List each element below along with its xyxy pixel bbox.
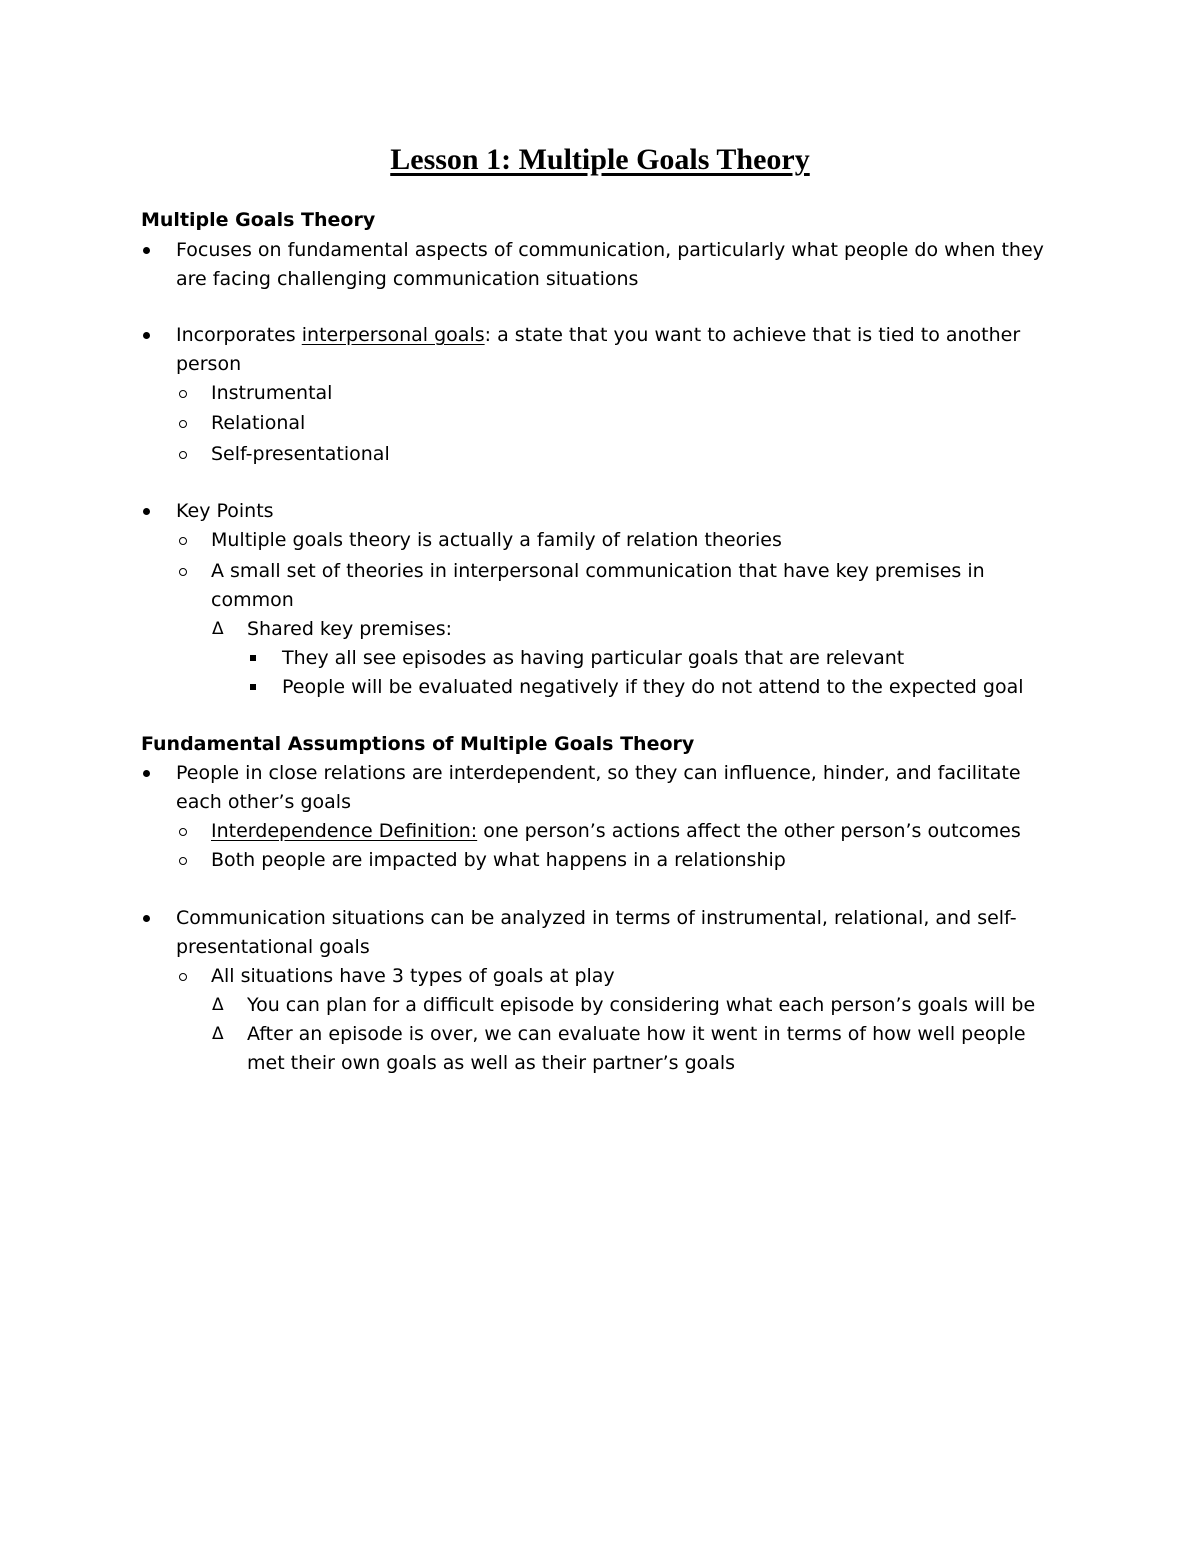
sub-item-small-set: A small set of theories in interpersonal communication that have key premises in xyxy=(211,560,985,582)
list-item-interpersonal-goals: Incorporates interpersonal goals: a state that you want to achieve that is tied to another xyxy=(176,324,1021,346)
page-title: Lesson 1: Multiple Goals Theory xyxy=(390,143,810,176)
level4-item-evaluated-negatively: People will be evaluated negatively if they do not attend to the expected goal xyxy=(282,676,1024,698)
list-item-interpersonal-goals-continued: person xyxy=(176,353,242,375)
level3-item-plan-difficult-episode: Δ You can plan for a difficult episode by considering what each person’s goals will be xyxy=(0,991,1200,1020)
interpersonal-goals-term: interpersonal goals xyxy=(301,324,485,346)
list-item-interdependent: People in close relations are interdependent, so they can influence, hinder, and facilitate xyxy=(176,762,1021,784)
interdependence-definition-term: Interdependence Definition: xyxy=(211,820,478,842)
delta-bullet-icon: Δ xyxy=(212,1024,224,1044)
sub-item-relational: Relational xyxy=(211,412,306,434)
list-item-communication-situations: Communication situations can be analyzed in terms of instrumental, relational, and self- xyxy=(176,907,1017,929)
list-item-communication-situations-continued: presentational goals xyxy=(176,936,370,958)
delta-bullet-icon: Δ xyxy=(212,619,224,639)
section-heading-fundamental-assumptions: Fundamental Assumptions of Multiple Goals Theory xyxy=(141,733,695,755)
sub-item-instrumental: Instrumental xyxy=(211,382,333,404)
list-item-key-points: Key Points xyxy=(176,500,274,522)
section-heading-multiple-goals-theory: Multiple Goals Theory xyxy=(141,209,376,231)
level4-item-episodes: They all see episodes as having particular goals that are relevant xyxy=(282,647,905,669)
sub-item-interdependence-definition: Interdependence Definition: one person’s actions affect the other person’s outcomes xyxy=(211,820,1021,842)
list-item-interdependent-continued: each other’s goals xyxy=(176,791,351,813)
sub-item-family-of-theories: Multiple goals theory is actually a family of relation theories xyxy=(211,529,782,551)
sub-item-three-types: All situations have 3 types of goals at play xyxy=(211,965,615,987)
list-item-focuses-continued: are facing challenging communication situations xyxy=(176,268,639,290)
level3-item-evaluate-episode-continued: met their own goals as well as their partner’s goals xyxy=(247,1052,736,1074)
list-item-focuses: Focuses on fundamental aspects of communication, particularly what people do when they xyxy=(176,239,1044,261)
delta-bullet-icon: Δ xyxy=(212,995,224,1015)
sub-item-small-set-continued: common xyxy=(211,589,294,611)
level3-item-shared-premises: Δ Shared key premises: xyxy=(0,615,1200,644)
level3-item-evaluate-episode: Δ After an episode is over, we can evaluate how it went in terms of how well people xyxy=(0,1020,1200,1049)
sub-item-both-people: Both people are impacted by what happens in a relationship xyxy=(211,849,786,871)
sub-item-self-presentational: Self-presentational xyxy=(211,443,390,465)
